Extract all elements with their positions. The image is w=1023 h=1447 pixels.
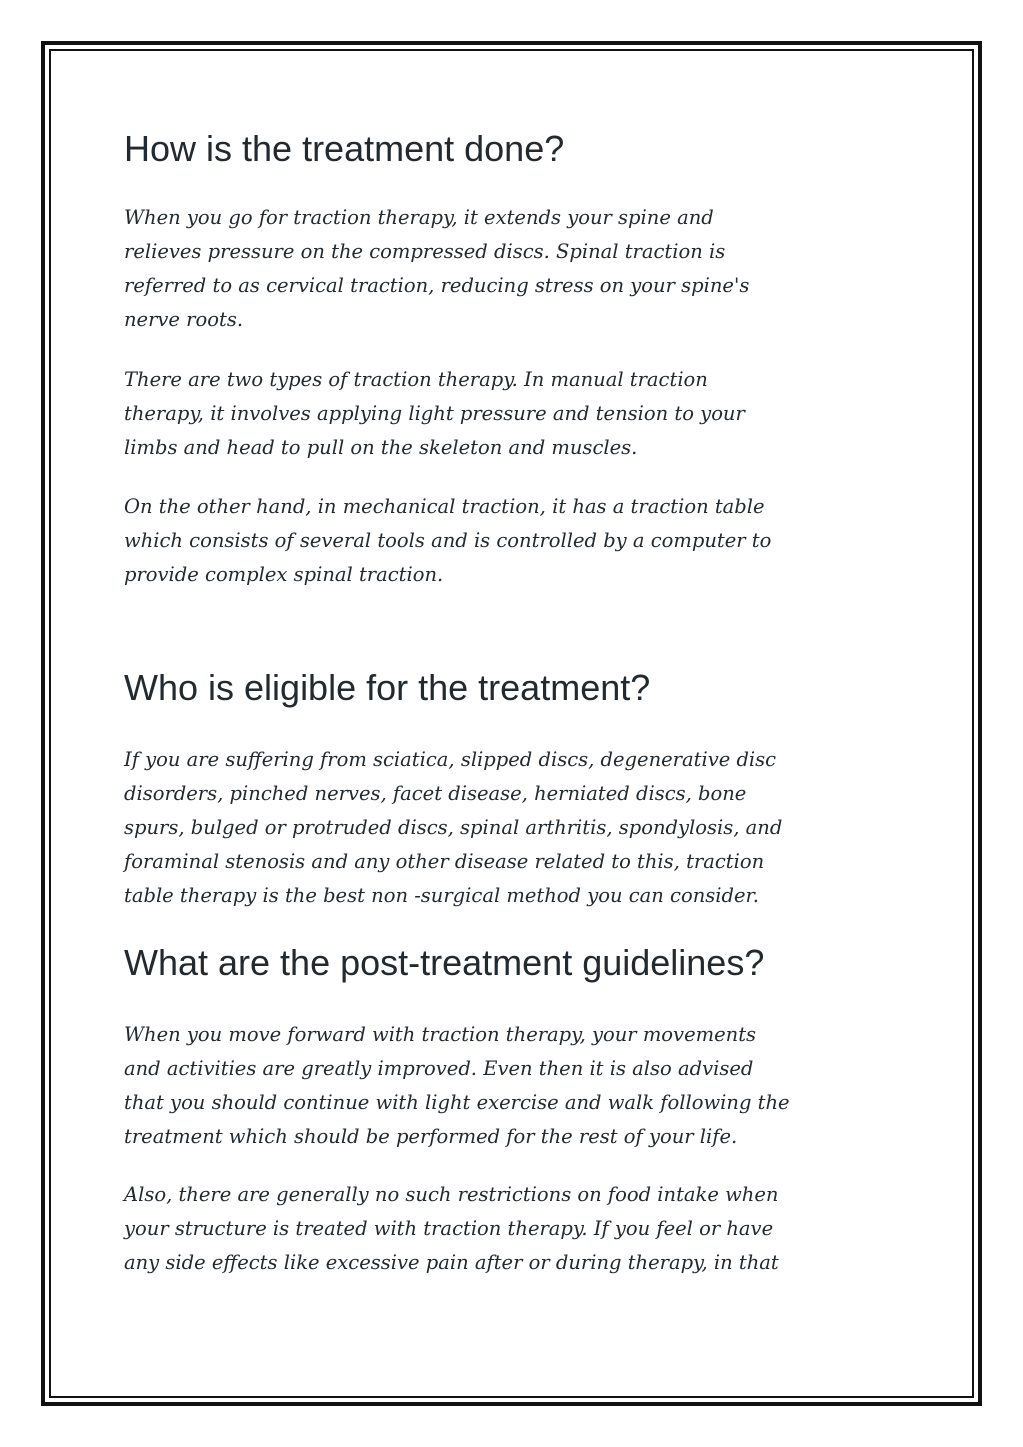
paragraph xyxy=(124,1178,914,1280)
section-heading: How is the treatment done? xyxy=(124,128,565,169)
text-line: and activities are greatly improved. Even then it is also advised xyxy=(124,1057,754,1080)
text-line: When you move forward with traction therapy, your movements xyxy=(124,1023,757,1046)
text-line: nerve roots. xyxy=(124,308,244,331)
text-line: When you go for traction therapy, it extends your spine and xyxy=(124,206,714,229)
text-line: treatment which should be performed for the rest of your life. xyxy=(124,1125,738,1148)
text-line: If you are suffering from sciatica, slipped discs, degenerative disc xyxy=(124,748,777,771)
paragraph xyxy=(124,743,914,913)
text-line: table therapy is the best non -surgical method you can consider. xyxy=(124,884,759,907)
section-heading: What are the post-treatment guidelines? xyxy=(124,942,765,983)
paragraph xyxy=(124,201,914,337)
text-line: spurs, bulged or protruded discs, spinal arthritis, spondylosis, and xyxy=(124,816,783,839)
text-line: Also, there are generally no such restrictions on food intake when xyxy=(124,1183,779,1206)
text-line: On the other hand, in mechanical traction, it has a traction table xyxy=(124,495,765,518)
paragraph xyxy=(124,1018,914,1154)
text-line: that you should continue with light exercise and walk following the xyxy=(124,1091,790,1114)
text-line: limbs and head to pull on the skeleton and muscles. xyxy=(124,436,638,459)
paragraph xyxy=(124,363,914,465)
text-line: relieves pressure on the compressed discs. Spinal traction is xyxy=(124,240,726,263)
section-heading: Who is eligible for the treatment? xyxy=(124,667,651,708)
text-line: referred to as cervical traction, reducing stress on your spine's xyxy=(124,274,750,297)
text-line: There are two types of traction therapy. In manual traction xyxy=(124,368,708,391)
text-line: disorders, pinched nerves, facet disease, herniated discs, bone xyxy=(124,782,747,805)
text-line: therapy, it involves applying light pressure and tension to your xyxy=(124,402,745,425)
text-line: your structure is treated with traction therapy. If you feel or have xyxy=(124,1217,774,1240)
text-line: any side effects like excessive pain after or during therapy, in that xyxy=(124,1251,779,1274)
paragraph xyxy=(124,490,914,592)
text-line: which consists of several tools and is controlled by a computer to xyxy=(124,529,772,552)
text-line: foraminal stenosis and any other disease related to this, traction xyxy=(124,850,765,873)
text-line: provide complex spinal traction. xyxy=(124,563,444,586)
